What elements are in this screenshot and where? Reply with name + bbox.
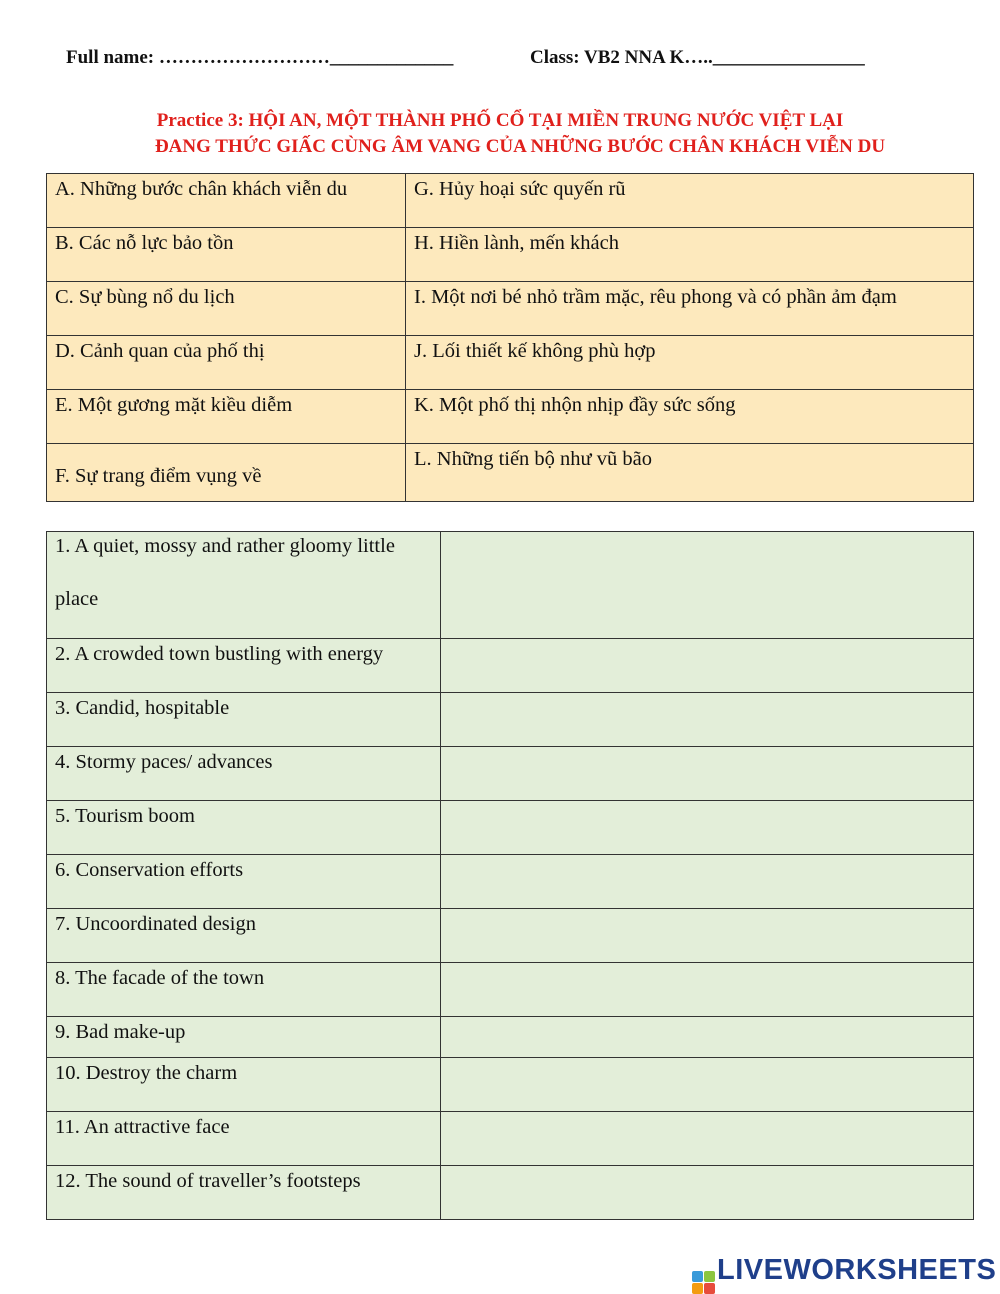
table-row — [47, 532, 974, 639]
class-field[interactable]: Class: VB2 NNA K…..________________ — [530, 47, 865, 68]
english-matching-table — [46, 531, 974, 1220]
table-row — [47, 1166, 974, 1220]
title-line-1: Practice 3: HỘI AN, MỘT THÀNH PHỐ CỔ TẠI MIỀN TRUNG NƯỚC VIỆT LẠI — [156, 110, 844, 131]
phrase-3: 3. Candid, hospitable — [47, 693, 441, 747]
table-row — [47, 693, 974, 747]
option-c: C. Sự bùng nổ du lịch — [47, 282, 406, 336]
practice-title — [20, 108, 1000, 160]
phrase-7: 7. Uncoordinated design — [47, 909, 441, 963]
phrase-9: 9. Bad make-up — [47, 1017, 441, 1058]
option-e: E. Một gương mặt kiều diễm — [47, 390, 406, 444]
answer-cell-5[interactable] — [441, 801, 974, 855]
student-info-header — [66, 47, 966, 69]
table-row — [47, 855, 974, 909]
table-row — [47, 639, 974, 693]
table-row — [47, 747, 974, 801]
table-row — [47, 1112, 974, 1166]
phrase-11: 11. An attractive face — [47, 1112, 441, 1166]
option-a: A. Những bước chân khách viễn du — [47, 174, 406, 228]
answer-cell-2[interactable] — [441, 639, 974, 693]
logo-text: LIVEWORKSHEETS — [717, 1254, 997, 1286]
answer-cell-1[interactable] — [441, 532, 974, 639]
phrase-6: 6. Conservation efforts — [47, 855, 441, 909]
option-k: K. Một phố thị nhộn nhịp đầy sức sống — [406, 390, 974, 444]
answer-cell-4[interactable] — [441, 747, 974, 801]
answer-cell-10[interactable] — [441, 1058, 974, 1112]
option-h: H. Hiền lành, mến khách — [406, 228, 974, 282]
answer-cell-3[interactable] — [441, 693, 974, 747]
option-g: G. Hủy hoại sức quyến rũ — [406, 174, 974, 228]
phrase-text: 1. A quiet, mossy and rather gloomy little place — [55, 535, 395, 610]
table-row — [47, 1017, 974, 1058]
phrase-8: 8. The facade of the town — [47, 963, 441, 1017]
answer-cell-11[interactable] — [441, 1112, 974, 1166]
table-row — [47, 1058, 974, 1112]
phrase-1 — [47, 532, 441, 639]
option-b: B. Các nỗ lực bảo tồn — [47, 228, 406, 282]
option-j: J. Lối thiết kế không phù hợp — [406, 336, 974, 390]
phrase-5: 5. Tourism boom — [47, 801, 441, 855]
option-d: D. Cảnh quan của phố thị — [47, 336, 406, 390]
phrase-2: 2. A crowded town bustling with energy — [47, 639, 441, 693]
option-i: I. Một nơi bé nhỏ trầm mặc, rêu phong và có phần ảm đạm — [406, 282, 974, 336]
table-row — [47, 801, 974, 855]
answer-cell-12[interactable] — [441, 1166, 974, 1220]
option-f: F. Sự trang điểm vụng về — [47, 444, 406, 502]
table-row — [47, 963, 974, 1017]
phrase-10: 10. Destroy the charm — [47, 1058, 441, 1112]
options-row — [47, 444, 974, 502]
options-row — [47, 174, 974, 228]
option-l: L. Những tiến bộ như vũ bão — [406, 444, 974, 502]
answer-cell-8[interactable] — [441, 963, 974, 1017]
title-line-2: ĐANG THỨC GIẤC CÙNG ÂM VANG CỦA NHỮNG BƯỚC CHÂN KHÁCH VIỄN DU — [154, 136, 886, 157]
phrase-4: 4. Stormy paces/ advances — [47, 747, 441, 801]
answer-cell-9[interactable] — [441, 1017, 974, 1058]
answer-cell-7[interactable] — [441, 909, 974, 963]
options-row — [47, 390, 974, 444]
options-row — [47, 282, 974, 336]
options-row — [47, 336, 974, 390]
full-name-field[interactable]: Full name: ………………………_____________ — [66, 47, 454, 68]
phrase-12: 12. The sound of traveller’s footsteps — [47, 1166, 441, 1220]
vietnamese-options-table — [46, 173, 974, 502]
options-row — [47, 228, 974, 282]
table-row — [47, 909, 974, 963]
liveworksheets-logo — [692, 1254, 996, 1284]
answer-cell-6[interactable] — [441, 855, 974, 909]
liveworksheets-logo-icon — [692, 1271, 715, 1294]
